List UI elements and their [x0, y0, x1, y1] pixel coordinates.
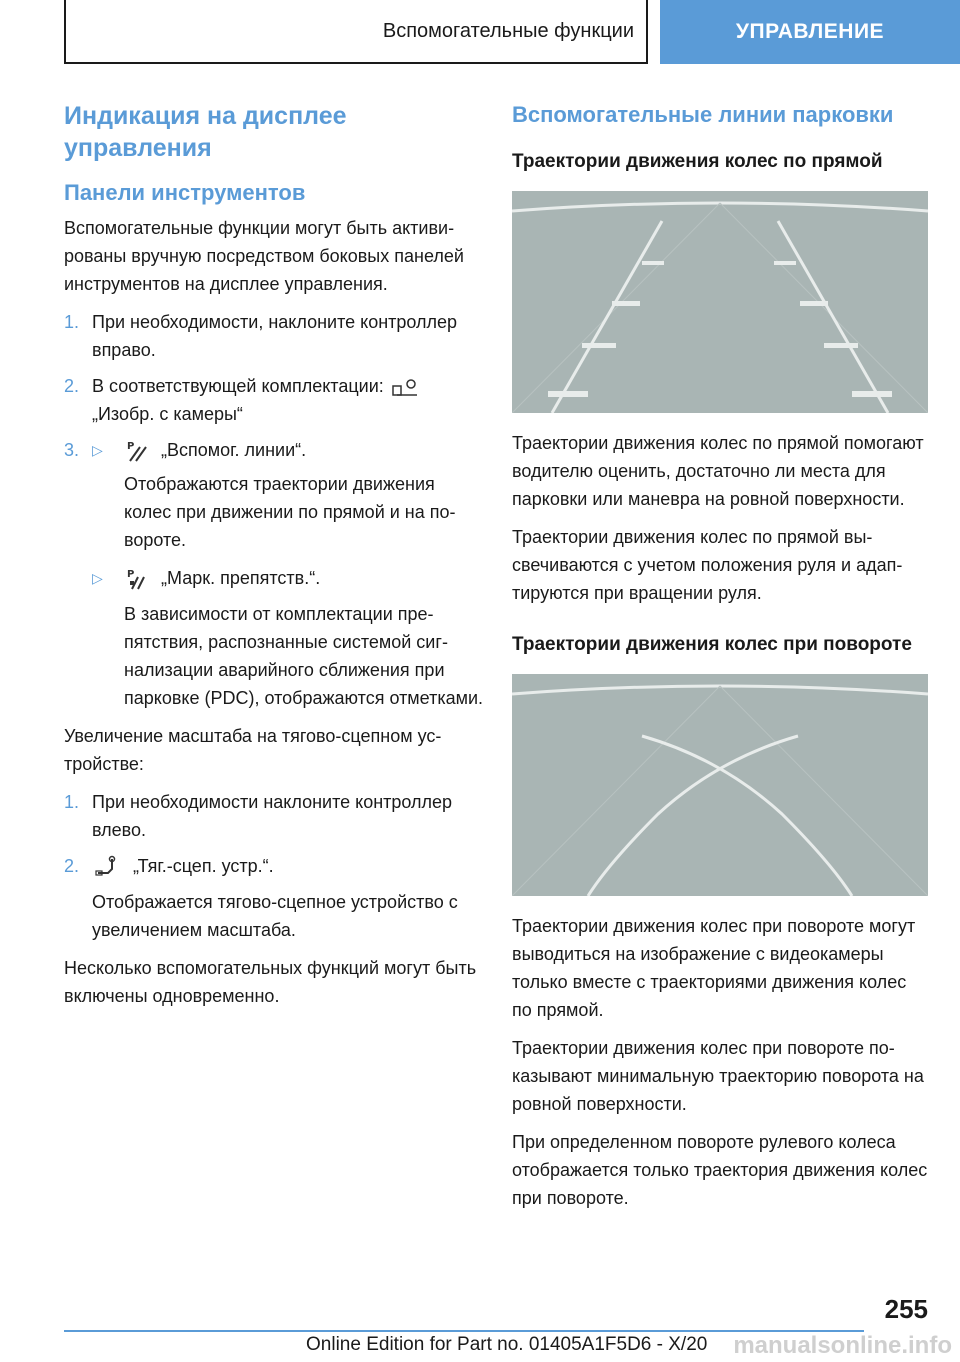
footer-edition: Online Edition for Part no. 01405A1F5D6 - X/20: [306, 1334, 708, 1355]
left-intro: Вспомогательные функции могут быть активированы вручную посредством боковых панелей инструментов на дисплее управления.: [64, 218, 464, 294]
step-1-number: 1.: [64, 312, 80, 332]
closing-note: Несколько вспомогательных функций могут быть включены одновременно.: [64, 958, 477, 1006]
step-3: [64, 436, 484, 464]
svg-text:P: P: [127, 569, 135, 581]
step-2-text-2: „Изобр. с камеры“: [92, 404, 243, 424]
step-3-description: Отображаются траектории движения колес при движении по прямой и на повороте.: [124, 474, 456, 550]
right-title: Вспомогательные линии парковки: [512, 102, 894, 127]
step-3-number: 3.: [64, 440, 80, 460]
left-title: Индикация на дисплее управления: [64, 102, 347, 162]
watermark: manualsonline.info: [733, 1332, 952, 1359]
straight-trajectory-figure: [512, 191, 928, 413]
header-chapter-label: УПРАВЛЕНИЕ: [735, 20, 885, 43]
zoom-step-2-number: 2.: [64, 856, 80, 876]
parking-lines-icon: [126, 439, 150, 463]
step-3-option-obstacles: [92, 564, 484, 592]
straight-p1: Траектории движения колес по прямой помогают водителю оценить, достаточно ли места для парковки или маневра на ровной поверхности.: [512, 433, 924, 509]
left-subtitle: Панели инструментов: [64, 180, 306, 205]
header-section-label: Вспомогательные функции: [382, 19, 634, 42]
zoom-intro: Увеличение масштаба на тягово-сцепном устройстве:: [64, 726, 442, 774]
step-3-label: „Вспомог. линии“.: [161, 440, 307, 460]
header-section: [64, 0, 648, 64]
bullet-triangle-icon: ▷: [92, 442, 103, 458]
step-3-option-lines: [92, 436, 484, 464]
bullet-triangle-icon: ▷: [92, 570, 103, 586]
step-1-text: При необходимости, наклоните контроллер вправо.: [92, 312, 458, 360]
obstacle-marking-icon: [126, 567, 150, 591]
turning-trajectory-figure: [512, 674, 928, 896]
step-3-sub-label: „Марк. препятств.“.: [161, 568, 321, 588]
step-2-text: В соответствующей комплектации:: [92, 376, 384, 396]
camera-image-icon: [391, 376, 421, 398]
page-number: 255: [884, 1294, 928, 1324]
zoom-step-2-text: „Тяг.-сцеп. устр.“.: [133, 856, 274, 876]
trailer-hitch-icon: [94, 855, 122, 879]
turn-p2: Траектории движения колес при повороте показывают минимальную траекторию поворота на ровной поверхности.: [512, 1038, 924, 1114]
section-turn-title: Траектории движения колес при повороте: [512, 634, 912, 655]
header-chapter: [660, 0, 960, 64]
step-1: [64, 308, 484, 364]
section-straight-title: Траектории движения колес по прямой: [512, 151, 883, 172]
right-column: [512, 100, 930, 1222]
turn-p3: При определенном повороте рулевого колеса отображается только траектория движения колес при повороте.: [512, 1132, 928, 1208]
left-column: [64, 100, 484, 1020]
step-2: [64, 372, 484, 428]
zoom-description: Отображается тягово-сцепное устройство с увеличением масштаба.: [92, 892, 458, 940]
zoom-step-2: [64, 852, 484, 880]
svg-text:P: P: [127, 441, 135, 453]
zoom-step-1: [64, 788, 484, 844]
step-3-sub-description: В зависимости от комплектации препятствия, распознанные системой сигнализации аварийного сближения при парковке (PDC), отображаются отметками.: [124, 604, 484, 708]
zoom-step-1-text: При необходимости наклоните контроллер влево.: [92, 792, 453, 840]
zoom-step-1-number: 1.: [64, 792, 80, 812]
straight-p2: Траектории движения колес по прямой высвечиваются с учетом положения руля и адаптируются при вращении руля.: [512, 527, 903, 603]
step-2-number: 2.: [64, 376, 80, 396]
turn-p1: Траектории движения колес при повороте могут выводиться на изображение с видеокамеры только вместе с траекториями движения колес по прямой.: [512, 916, 916, 1020]
